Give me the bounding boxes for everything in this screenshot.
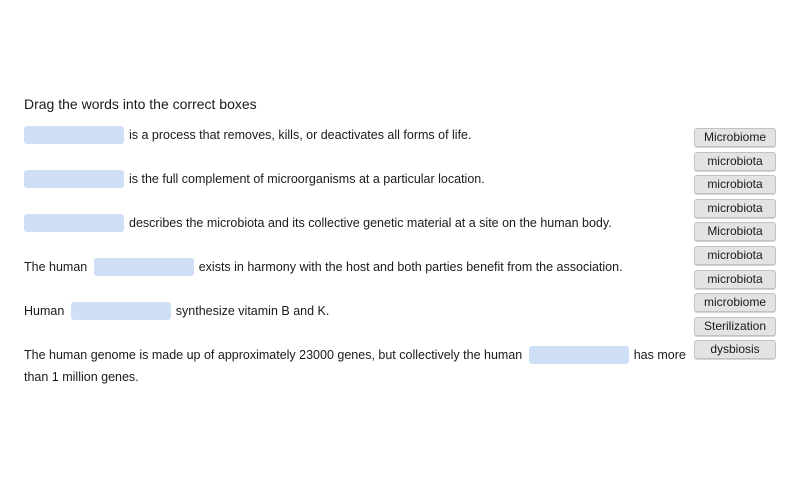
drop-box-5[interactable] [71, 302, 171, 320]
sentence-text: synthesize vitamin B and K. [175, 304, 330, 318]
word-tile[interactable]: microbiome [694, 293, 776, 312]
sentence-text: The human [24, 260, 88, 274]
sentence-text: exists in harmony with the host and both parties benefit from the association. [198, 260, 623, 274]
sentence-4 [24, 256, 694, 278]
word-tile[interactable]: Microbiome [694, 128, 776, 147]
drop-box-2[interactable] [24, 170, 124, 188]
sentence-text: than 1 million genes. [24, 370, 139, 384]
sentence-1 [24, 124, 694, 146]
drop-box-6[interactable] [529, 346, 629, 364]
word-tile[interactable]: microbiota [694, 175, 776, 194]
word-bank [694, 128, 776, 364]
word-tile[interactable]: microbiota [694, 199, 776, 218]
sentence-2 [24, 168, 694, 190]
drop-box-1[interactable] [24, 126, 124, 144]
sentence-text: Human [24, 304, 65, 318]
sentence-text: has more [633, 348, 686, 362]
drop-box-3[interactable] [24, 214, 124, 232]
sentence-text: describes the microbiota and its collective genetic material at a site on the human body. [129, 216, 612, 230]
sentence-6 [24, 344, 694, 388]
word-tile[interactable]: microbiota [694, 270, 776, 289]
sentence-3 [24, 212, 694, 234]
sentence-5 [24, 300, 694, 322]
word-tile[interactable]: Sterilization [694, 317, 776, 336]
drop-box-4[interactable] [94, 258, 194, 276]
instruction-text: Drag the words into the correct boxes [24, 96, 257, 112]
word-tile[interactable]: Microbiota [694, 222, 776, 241]
word-tile[interactable]: microbiota [694, 152, 776, 171]
sentence-text: The human genome is made up of approximately 23000 genes, but collectively the human [24, 348, 523, 362]
word-tile[interactable]: dysbiosis [694, 340, 776, 359]
sentence-text: is a process that removes, kills, or deactivates all forms of life. [129, 128, 472, 142]
sentence-text: is the full complement of microorganisms at a particular location. [129, 172, 485, 186]
word-tile[interactable]: microbiota [694, 246, 776, 265]
